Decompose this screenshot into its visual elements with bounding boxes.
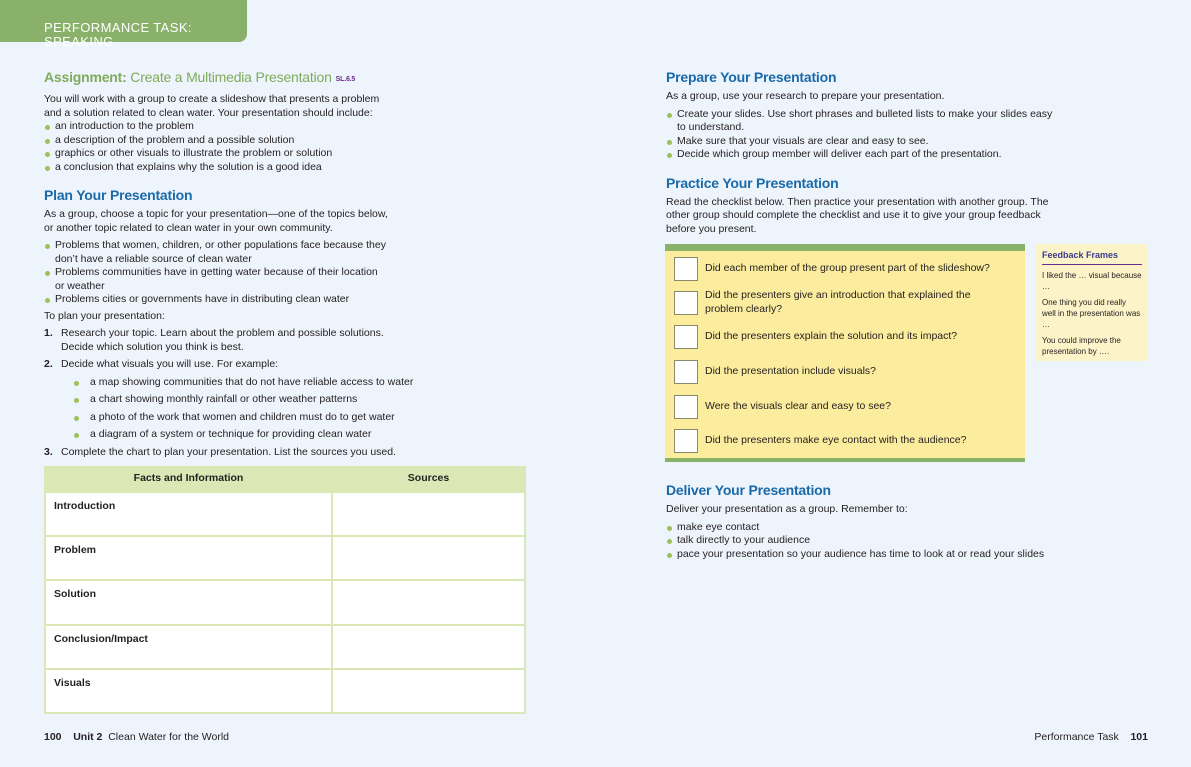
list-item: a map showing communities that do not have reliable access to water: [73, 376, 534, 390]
chart-cell-sources[interactable]: [332, 580, 525, 624]
checkbox[interactable]: [674, 360, 698, 384]
assignment-title: Create a Multimedia Presentation: [130, 69, 332, 85]
left-column: [44, 68, 534, 459]
chart-cell-facts[interactable]: Visuals: [45, 669, 332, 713]
plan-intro: As a group, choose a topic for your presentation—one of the topics below, or another topic related to clean water in your own community.: [44, 208, 388, 234]
step-number: 2.: [44, 358, 53, 370]
list-item: Problems that women, children, or other populations face because they don’t have a reliable source of clean water: [44, 239, 399, 266]
checklist-item: [674, 360, 1005, 384]
unit-title: Clean Water for the World: [108, 731, 230, 743]
checkbox[interactable]: [674, 291, 698, 315]
chart-cell-facts[interactable]: Solution: [45, 580, 332, 624]
list-item: Problems cities or governments have in distributing clean water: [44, 293, 399, 307]
checklist-panel: [665, 244, 1025, 462]
chart-cell-sources[interactable]: [332, 625, 525, 669]
step-item: [44, 446, 534, 460]
list-item: talk directly to your audience: [666, 534, 1156, 548]
list-item: a description of the problem and a possible solution: [44, 134, 534, 148]
list-item: a diagram of a system or technique for providing clean water: [73, 428, 534, 442]
checkbox[interactable]: [674, 395, 698, 419]
step-text: Research your topic. Learn about the problem and possible solutions. Decide which solution you think is best.: [61, 327, 384, 353]
checklist-text: Did the presenters make eye contact with the audience?: [705, 434, 967, 447]
checkbox[interactable]: [674, 257, 698, 281]
prepare-list: [666, 108, 1061, 162]
list-item: a conclusion that explains why the solution is a good idea: [44, 161, 534, 175]
feedback-frame: You could improve the presentation by ….: [1042, 336, 1121, 356]
step-item: [44, 327, 384, 354]
chart-cell-facts[interactable]: Conclusion/Impact: [45, 625, 332, 669]
practice-heading: Practice Your Presentation: [666, 174, 839, 191]
list-item: an introduction to the problem: [44, 120, 534, 134]
checklist-item: [674, 395, 1005, 419]
list-item: pace your presentation so your audience has time to look at or read your slides: [666, 548, 1156, 562]
chart-cell-sources[interactable]: [332, 536, 525, 580]
table-row: [45, 669, 525, 713]
feedback-frame: I liked the … visual because …: [1042, 271, 1142, 291]
right-column: [666, 68, 1156, 236]
prepare-intro: As a group, use your research to prepare your presentation.: [666, 90, 945, 102]
chart-cell-sources[interactable]: [332, 492, 525, 536]
list-item: Create your slides. Use short phrases and bulleted lists to make your slides easy to understand.: [666, 108, 1061, 135]
checkbox[interactable]: [674, 325, 698, 349]
unit-label: Unit 2: [73, 731, 103, 743]
deliver-intro: Deliver your presentation as a group. Remember to:: [666, 503, 908, 515]
checklist-text: Did each member of the group present part of the slideshow?: [705, 262, 990, 275]
footer-title: Performance Task: [1034, 731, 1119, 743]
plan-lead: To plan your presentation:: [44, 309, 165, 322]
chart-header-facts: Facts and Information: [45, 466, 332, 492]
chart-header-sources: Sources: [332, 466, 525, 492]
planning-chart: [44, 466, 526, 714]
assignment-list: [44, 120, 534, 174]
feedback-title: Feedback Frames: [1042, 250, 1142, 265]
list-item: Problems communities have in getting water because of their location or weather: [44, 266, 384, 293]
checklist-item: [674, 325, 1005, 349]
chart-cell-facts[interactable]: Introduction: [45, 492, 332, 536]
footer-right: [1034, 731, 1148, 745]
deliver-section: [666, 481, 1156, 561]
checklist-text: Were the visuals clear and easy to see?: [705, 400, 891, 413]
assignment-label: Assignment:: [44, 69, 127, 85]
table-row: [45, 492, 525, 536]
feedback-frame: One thing you did really well in the presentation was …: [1042, 298, 1141, 329]
checkbox[interactable]: [674, 429, 698, 453]
feedback-frames: [1035, 244, 1148, 361]
section-tab: PERFORMANCE TASK: SPEAKING: [0, 0, 247, 42]
plan-steps: [44, 327, 534, 459]
checklist-item: [674, 429, 1005, 453]
page-number-left: 100: [44, 731, 62, 743]
list-item: graphics or other visuals to illustrate the problem or solution: [44, 147, 534, 161]
assignment-intro: You will work with a group to create a slideshow that presents a problem and a solution related to clean water. Your presentation should include:: [44, 93, 380, 119]
checklist-text: Did the presenters give an introduction that explained the problem clearly?: [705, 289, 971, 315]
list-item: a chart showing monthly rainfall or other weather patterns: [73, 393, 534, 407]
plan-heading: Plan Your Presentation: [44, 187, 193, 203]
deliver-list: [666, 521, 1156, 562]
step-text: Complete the chart to plan your presentation. List the sources you used.: [61, 445, 397, 458]
list-item: Make sure that your visuals are clear and easy to see.: [666, 135, 1061, 149]
checklist-text: Did the presentation include visuals?: [705, 365, 877, 378]
footer-left: [44, 731, 229, 745]
checklist-text: Did the presenters explain the solution and its impact?: [705, 330, 958, 343]
list-item: a photo of the work that women and children must do to get water: [73, 411, 534, 425]
practice-intro: Read the checklist below. Then practice your presentation with another group. The other group should complete the checklist and use it to give your group feedback before you present.: [666, 195, 1049, 235]
list-item: make eye contact: [666, 521, 1156, 535]
list-item: Decide which group member will deliver each part of the presentation.: [666, 148, 1061, 162]
deliver-heading: Deliver Your Presentation: [666, 482, 831, 498]
topic-list: [44, 239, 399, 307]
assignment-heading: [44, 68, 534, 89]
visuals-list: [73, 376, 534, 442]
chart-cell-sources[interactable]: [332, 669, 525, 713]
step-item: [44, 358, 534, 442]
prepare-heading: Prepare Your Presentation: [666, 69, 837, 85]
table-row: [45, 536, 525, 580]
checklist-item: [674, 257, 1005, 281]
step-number: 3.: [44, 445, 53, 458]
table-row: [45, 580, 525, 624]
step-number: 1.: [44, 327, 53, 339]
table-row: [45, 625, 525, 669]
standard-code: SL.6.5: [335, 76, 356, 83]
page-number-right: 101: [1130, 731, 1148, 743]
step-text: Decide what visuals you will use. For example:: [61, 358, 279, 370]
checklist-item: [674, 289, 995, 316]
chart-cell-facts[interactable]: Problem: [45, 536, 332, 580]
